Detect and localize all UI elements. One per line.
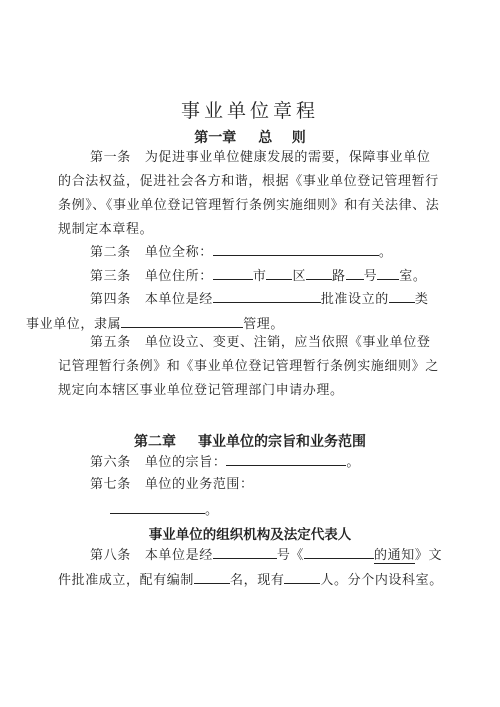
article-4-part-d: 事业单位，隶属 [26, 317, 122, 332]
article-7-label: 单位的业务范围： [144, 477, 254, 492]
article-7-end: 。 [205, 503, 219, 518]
article-6 [58, 450, 443, 475]
article-8-part-b: 号《 [276, 548, 305, 563]
article-6-label: 单位的宗旨： [144, 455, 227, 470]
article-3-label: 单位住所： [144, 269, 213, 284]
article-4-part-c: 类 [414, 292, 429, 307]
room-blank [377, 264, 399, 280]
article-5-number: 第五条 [90, 335, 131, 350]
article-3 [58, 264, 443, 289]
article-7-scope-line [110, 498, 495, 523]
room-label: 室。 [399, 269, 427, 284]
chapter-1-number: 第一章 [194, 130, 237, 146]
road-label: 路 [332, 269, 346, 284]
article-4-part-b: 批准设立的 [320, 292, 389, 307]
article-2-number: 第二条 [90, 245, 131, 260]
article-2-end: 。 [378, 245, 393, 260]
document-no-blank [213, 543, 277, 559]
chapter-2-name: 事业单位的宗旨和业务范围 [198, 434, 366, 450]
article-6-end: 。 [346, 455, 361, 470]
chapter-1-name: 总 则 [258, 130, 306, 146]
article-6-number: 第六条 [90, 455, 131, 470]
chapter-1-heading [0, 127, 500, 147]
article-8 [58, 543, 443, 593]
article-3-number: 第三条 [90, 269, 131, 284]
number-label: 号 [363, 269, 378, 284]
article-7 [58, 473, 443, 497]
current-staff-blank [284, 568, 320, 584]
unit-name-blank [213, 240, 379, 256]
chapter-3-heading: 事业单位的组织机构及法定代表人 [148, 527, 352, 543]
chapter-2-heading [0, 431, 500, 451]
district-blank [266, 264, 292, 280]
city-blank [213, 264, 253, 280]
staffing-blank [194, 568, 230, 584]
article-2-label: 单位全称： [144, 245, 213, 260]
city-label: 市 [252, 269, 267, 284]
article-8-part-c: 的通知 [374, 548, 415, 563]
article-8-number: 第八条 [90, 548, 131, 563]
article-4-number: 第四条 [90, 292, 131, 307]
article-4-part-e: 管理。 [243, 317, 285, 332]
article-4-part-a: 本单位是经 [144, 292, 213, 307]
category-blank [389, 287, 415, 303]
article-8-part-a: 本单位是经 [144, 548, 213, 563]
article-5-text: 单位设立、变更、注销，应当依照《事业单位登记管理暂行条例》和《事业单位登记管理暂行条例实施细则》之规定向本辖区事业单位登记管理部门申请办理。 [58, 335, 439, 398]
road-blank [306, 264, 332, 280]
scope-blank [110, 498, 205, 514]
article-1-text: 为促进事业单位健康发展的需要，保障事业单位的合法权益，促进社会各方和谐，根据《事业单位登记管理暂行条例》、《事业单位登记管理暂行条例实施细则》和有关法律、法规制定本章程。 [58, 150, 440, 237]
chapter-2-number: 第二章 [134, 434, 176, 450]
article-8-part-d: 》文件批准成立，配有编制 [58, 548, 443, 588]
purpose-blank [226, 450, 346, 466]
district-label: 区 [292, 269, 307, 284]
number-blank [346, 264, 364, 280]
notice-title-blank [304, 543, 374, 559]
article-7-number: 第七条 [90, 477, 131, 492]
article-1 [58, 146, 443, 242]
article-5 [58, 331, 443, 403]
article-8-part-e: 名，现有 [230, 573, 285, 588]
article-8-part-f: 人。分个内设科室。 [320, 573, 443, 588]
article-1-number: 第一条 [90, 150, 131, 165]
article-2 [58, 240, 443, 265]
supervisor-blank [121, 312, 243, 328]
approver-blank [213, 287, 321, 303]
document-title: 事业单位章程 [180, 100, 319, 122]
article-4 [26, 287, 443, 337]
